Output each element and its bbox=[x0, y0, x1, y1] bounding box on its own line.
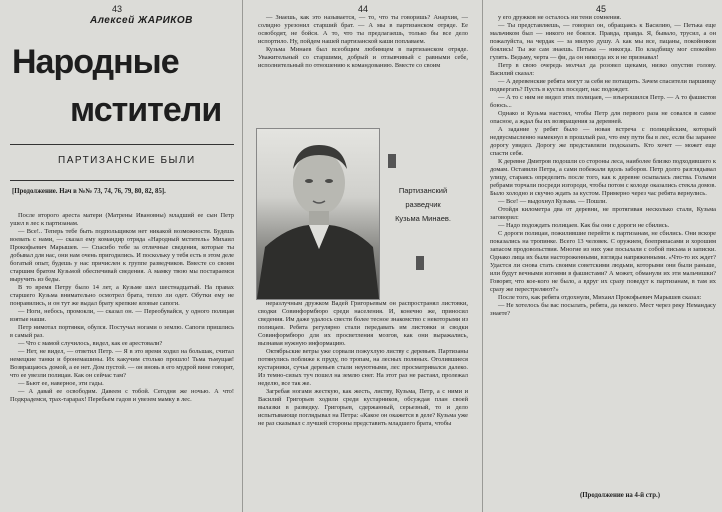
subtitle: ПАРТИЗАНСКИЕ БЫЛИ bbox=[58, 155, 196, 166]
paragraph: Октябрьские ветры уже сорвали пожухлую листву с деревьев. Партизаны потянулись поближе к пруду, по тропам, на лесных поляных. Оголившиеся кустарники, сучья деревьев стали неуютными, лес просматривался далеко. Из темно-сизых туч пошел на землю снег. На этот раз не растаял, пролежал неделю, все так же. bbox=[258, 348, 468, 387]
paragraph: — Не хотелось бы вас посылать, ребята, да некого. Мест через реку Немандасу знаете? bbox=[490, 302, 716, 317]
article-column bbox=[258, 300, 468, 508]
paragraph: у его дружков не осталось ни тени сомнения. bbox=[498, 14, 622, 21]
paragraph: — А деревенские ребята могут за себя не потащить. Зачем спасители паршивцу подвергать? Пусть в кустах поседит, нас подождет. bbox=[490, 78, 716, 93]
paragraph: неразлучным дружком Вадей Григорьевым он распространял листовки, сводки Совинформбюро среди населения. И, конечно же, приносил сведения. Им даже удалось свести более тесное знакомство с некоторыми из полицаев. Ребята регулярно стали передавать им листовки и сводки Совинформбюро для их просветления мозгов, как они выражались, вызнавая нужную информацию. bbox=[258, 300, 468, 347]
caption-mark bbox=[388, 154, 396, 168]
page-number: 45 bbox=[596, 4, 607, 14]
paragraph: — А давай ее освободим. Давеем с тобой. Сегодня же ночью. А что! Подкрадемся, трах-тарарах! Перебьем гадов и увезем мамку в лес. bbox=[10, 388, 234, 403]
paragraph: После второго ареста матери (Матрены Ивановны) младший ее сын Петр ушел в лес к партизанам. bbox=[10, 212, 234, 227]
divider bbox=[10, 180, 234, 181]
headline-line2: мстители bbox=[70, 91, 222, 129]
portrait-photo bbox=[256, 128, 380, 300]
paragraph: Кузьма Минаев был всеобщим любимцем в партизанском отряде. Уважительный со старшими, добрый и отзывчивый с равными себе, исполнительный по отношению к командованию. Вместе со своим bbox=[258, 46, 468, 69]
paragraph: А задание у ребят было — новая встреча с полицейским, который недвусмысленно намекнул в прошлый раз, что ему пути бы в лес, если бы заранее дорогу увидел. Дорогу же представляли подсказать. Кто хочет — может еще спасти себя. bbox=[490, 126, 716, 157]
paragraph: В то время Петру было 14 лет, а Кузьме шел шестнадцатый. На правах старшего Кузьма внимательно осмотрел брата, тепло ли одет. Обутки ему не понравились, и он тут же выдал брату крепкие яловые сапоги. bbox=[10, 284, 234, 307]
paragraph: После того, как ребята отдохнули, Михаил Прокофьевич Марышев сказал: bbox=[498, 294, 702, 301]
photo-caption bbox=[390, 184, 456, 226]
page-number: 44 bbox=[358, 4, 369, 14]
paragraph: Загребая ногами жесткую, как жесть, листву, Кузьма, Петр, а с ними и Василий Григорьев ходили среди кустарников, обсуждая план своей вылазки в разведку. Григорьев, сдержанный, серьезный, то и дело испытывающе поглядывал на Петра: «Какое он окажется в деле? Кузьма уже не раз сказывал с лучшей стороны представить младшего брата, чтобы bbox=[258, 388, 468, 427]
caption-mark bbox=[416, 256, 424, 270]
headline-line1: Народные bbox=[12, 43, 179, 81]
paragraph: Петр в свою очередь молчал да розовел щеками, низко опустив голову. Василий сказал: bbox=[490, 62, 716, 77]
paragraph: К деревне Дмитров подошли со стороны леса, наиболее близко подходившего к домам. Оставили Петра, а сами побежали вдоль заборов. Петр долго разглядывал улицу, стараясь определить после того, как к деревне осыпалась листва. Голыми ребрами торчали посреди изгороди, чтобы потом с колоде оказались стекла домов. Было холодно и скучно ждать за кустом. Примерно через час ребята вернулись. bbox=[490, 158, 716, 197]
page-left bbox=[0, 0, 240, 512]
author-name: Алексей ЖАРИКОВ bbox=[90, 15, 193, 26]
paragraph: — А то с ним не видел этих полицаев, — взъерошился Петр. — А то фашистов боюсь... bbox=[490, 94, 716, 109]
paragraph: — Нет, не видел, — ответил Петр. — Я в это время ходил на большак, считал немецкие танки и бронемашины. Их какучим столько прошло! Тьма тьмущая! Возвращаюсь домой, а ее нет. Дом пустой. — он вновь в его мудрой вине говорят, что ее увезли полицаи. Как он сейчас там? bbox=[10, 348, 234, 379]
page-number: 43 bbox=[112, 4, 123, 14]
caption-line: Кузьма Минаев. bbox=[395, 214, 451, 223]
paragraph: Отойдя километра два от деревни, не протягивая несколько стали, Кузьма заговорил: bbox=[490, 206, 716, 221]
caption-line: разведчик bbox=[405, 200, 441, 209]
paragraph: — Ты представляешь, — говорил он, обращаясь к Василию, — Петька еще мальчиком был — никого не боялся. Правда, правда. Я, бывало, трусил, а он пожалуйста, на чердак — за милую душу. А как мы все, пацаны, покойников боялись! Ты же сам знаешь. Петька — никогда. По кладбищу мог спокойно гулять. Ведьму, черта — фи, да он никогда их и не признавал! bbox=[490, 22, 716, 61]
paragraph: — Все!.. Теперь тебе быть подпольщиком нет никакой возможности. Будешь воевать с нами, — сказал ему командир отряда «Народный мститель» Михаил Прокофьевич Марышев. — Спасибо тебе за отличные сведения, которые ты добывал для нас, они нам очень пригодились. И поскольку у тебя есть в этом деле богатый опыт, будешь у нас причислен к группе разведчиков. Вместе со своим старшим братом Кузьмой обеспечивай сведения. А мамку твою мы постараемся выручить из беды. bbox=[10, 228, 234, 283]
paragraph: Петр нимотал портянки, обулся. Постучал ногами о землю. Сапоги пришлись в самый раз. bbox=[10, 324, 234, 339]
divider bbox=[10, 144, 234, 145]
caption-line: Партизанский bbox=[398, 186, 448, 195]
continuation-footer: (Продолжение на 4-й стр.) bbox=[580, 492, 660, 499]
paragraph: — Все! — выдохнул Кузьма. — Пошли. bbox=[498, 198, 608, 205]
page-right bbox=[484, 0, 722, 512]
portrait-image bbox=[257, 129, 379, 299]
paragraph: — Бьют ее, наверное, эти гады. bbox=[18, 380, 104, 387]
continuation-note: [Продолжение. Нач в №№ 73, 74, 76, 79, 80, 82, 85]. bbox=[12, 188, 166, 195]
paragraph: — Знаешь, как это называется, — то, что ты говоришь? Анархия, — солидно урезонил старший брат. — А мы в партизанском отряде. Ее освободят, не бойся. А то, что ты предлагаешь, только бы все дело испортило. Ну, пойдем нашей партизанской каши поплаваем. bbox=[258, 14, 468, 45]
paragraph: — Надо подождать полицаев. Как бы они с дороги не сбились. bbox=[498, 222, 670, 229]
paragraph: Однако и Кузьма настоял, чтобы Петр для первого раза не совался в самое опасное, а ждал бы их возвращения за деревней. bbox=[490, 110, 716, 125]
paragraph: С дороги полицаи, пожилившие перейти к партизанам, не сбились. Они вскоре показались на тропинке. Всего 13 человек. С оружием, боеприпасами и хорошим запасом продовольствия. Многие из них уже посылали с собой письма и записки. Однако лица их были настороженными, взгляды напряженными. «Что-то их ждет? Удастся ли снова стать своими советскими людьми, которыми они были раньше, или будут вечными изгоями в фашистами? А может, обманули их эти мальчишки? Говорят, что кое-кого не было, а вдруг их сразу поведут к партизанам, в там их сразу же перестреляют?» bbox=[490, 230, 716, 293]
paragraph: — Ноги, небось, промокли, — сказал он. — Переобувайся, у одного полицая взятые наши. bbox=[10, 308, 234, 323]
page-divider bbox=[242, 0, 243, 512]
article-column bbox=[258, 14, 468, 124]
article-column bbox=[490, 14, 716, 484]
paragraph: — Что с мамой случилось, видел, как ее арестовали? bbox=[18, 340, 163, 347]
article-column bbox=[10, 212, 234, 508]
page-divider bbox=[482, 0, 483, 512]
